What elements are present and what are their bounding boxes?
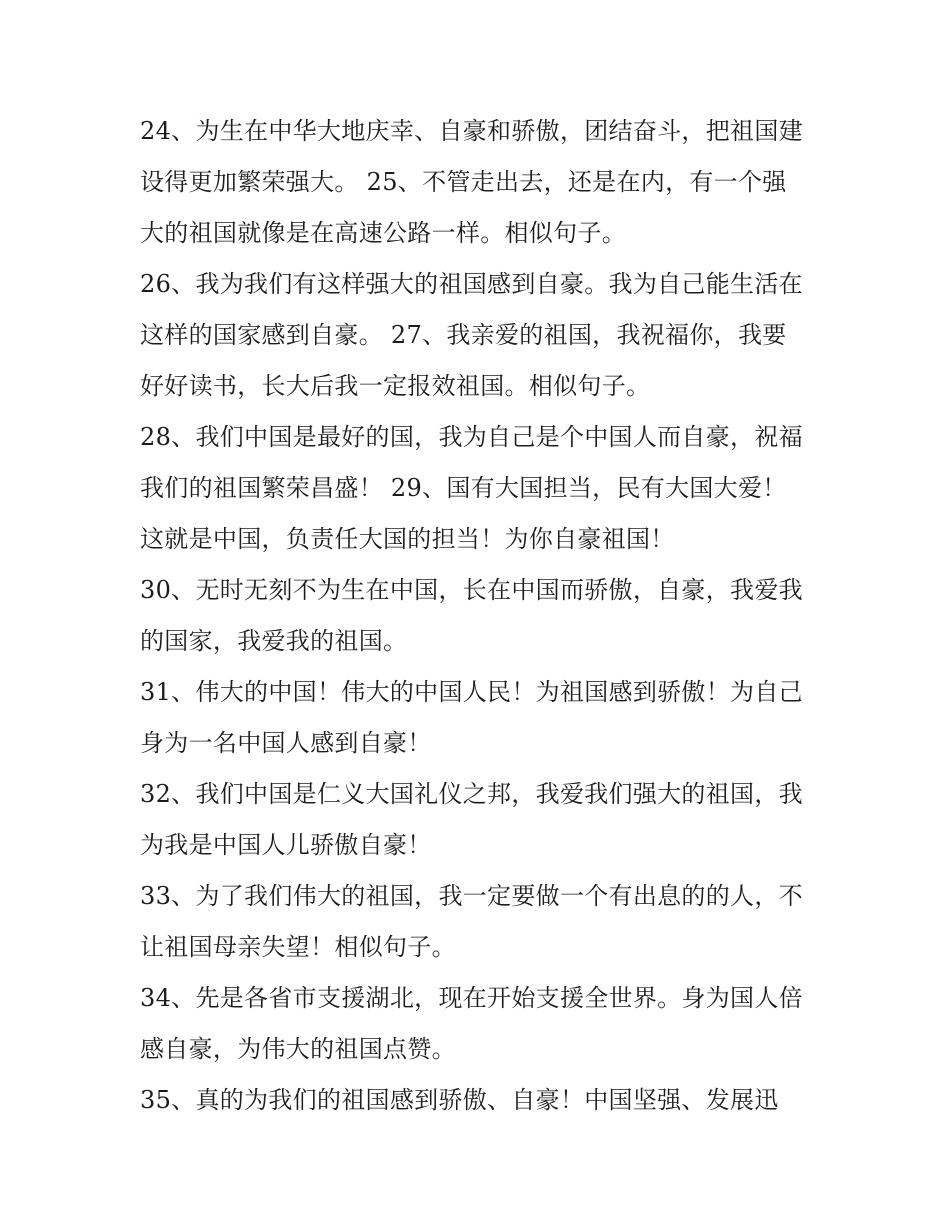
text-line: 为我是中国人儿骄傲自豪！: [140, 831, 432, 859]
document-body: [140, 106, 820, 1126]
text-line: 设得更加繁荣强大。 25、不管走出去，还是在内，有一个强: [140, 168, 787, 196]
text-line: 这样的国家感到自豪。 27、我亲爱的祖国，我祝福你，我要: [140, 321, 787, 349]
text-line: 我们的祖国繁荣昌盛！ 29、国有大国担当，民有大国大爱！: [140, 474, 787, 502]
text-line: 26、我为我们有这样强大的祖国感到自豪。我为自己能生活在: [140, 270, 803, 298]
text-line: 31、伟大的中国！伟大的中国人民！为祖国感到骄傲！为自己: [140, 678, 803, 706]
text-line: 32、我们中国是仁义大国礼仪之邦，我爱我们强大的祖国，我: [140, 780, 803, 808]
text-line: 大的祖国就像是在高速公路一样。相似句子。: [140, 219, 626, 247]
text-line: 的国家，我爱我的祖国。: [140, 627, 408, 655]
text-line: 24、为生在中华大地庆幸、自豪和骄傲，团结奋斗，把祖国建: [140, 117, 803, 145]
text-line: 33、为了我们伟大的祖国，我一定要做一个有出息的的人，不: [140, 882, 803, 910]
text-line: 34、先是各省市支援湖北，现在开始支援全世界。身为国人倍: [140, 984, 803, 1012]
text-line: 让祖国母亲失望！相似句子。: [140, 933, 456, 961]
text-line: 身为一名中国人感到自豪！: [140, 729, 432, 757]
text-line: 35、真的为我们的祖国感到骄傲、自豪！中国坚强、发展迅: [140, 1086, 779, 1114]
text-line: 这就是中国，负责任大国的担当！为你自豪祖国！: [140, 525, 675, 553]
text-line: 感自豪，为伟大的祖国点赞。: [140, 1035, 456, 1063]
text-line: 28、我们中国是最好的国，我为自己是个中国人而自豪，祝福: [140, 423, 803, 451]
text-line: 好好读书，长大后我一定报效祖国。相似句子。: [140, 372, 651, 400]
text-line: 30、无时无刻不为生在中国，长在中国而骄傲，自豪，我爱我: [140, 576, 803, 604]
